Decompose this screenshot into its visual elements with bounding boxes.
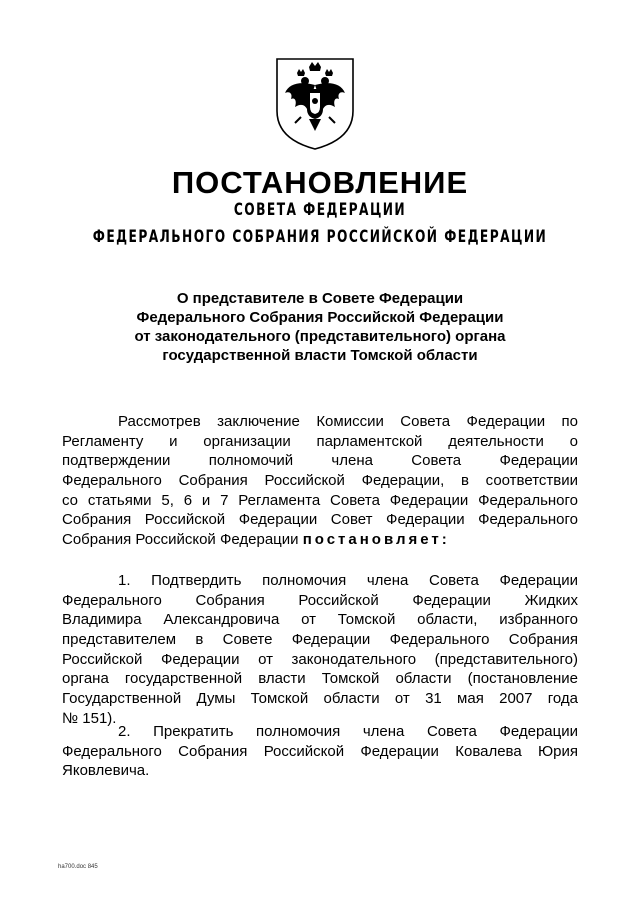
subject-line: О представителе в Совете Федерации: [176, 290, 464, 307]
resolution-item-2: [62, 722, 578, 781]
paragraph-line: Яковлевича.: [62, 762, 150, 780]
paragraph-line: органа государственной власти Томской области (постановление: [62, 670, 578, 688]
paragraph-line: Федерального Собрания Российской Федерации Жидких: [62, 591, 578, 609]
paragraph-line: Государственной Думы Томской области от 31 мая 2007 года: [62, 690, 578, 708]
paragraph-line: Российской Федерации от законодательного (представительного): [62, 650, 578, 668]
document-subtitle-council: СОВЕТА ФЕДЕРАЦИИ: [233, 200, 407, 220]
paragraph-line: 1. Подтвердить полномочия члена Совета Федерации: [118, 572, 578, 589]
subject-line: государственной власти Томской области: [162, 347, 478, 364]
document-title: ПОСТАНОВЛЕНИЕ: [171, 165, 469, 200]
paragraph-line: № 151).: [62, 709, 117, 727]
paragraph-line: 2. Прекратить полномочия члена Совета Федерации: [118, 723, 578, 740]
document-subject: [0, 289, 640, 365]
paragraph-line: [62, 530, 578, 550]
subject-line: Федерального Собрания Российской Федерации: [136, 309, 504, 326]
paragraph-line: Рассмотрев заключение Комиссии Совета Федерации по: [118, 413, 578, 430]
paragraph-line: подтверждении полномочий члена Совета Федерации: [62, 452, 578, 470]
document-subtitle-assembly: ФЕДЕРАЛЬНОГО СОБРАНИЯ РОССИЙСКОЙ ФЕДЕРАЦИИ: [92, 227, 548, 247]
subject-line: от законодательного (представительного) органа: [134, 328, 506, 345]
resolution-item-1: [62, 571, 578, 729]
paragraph-line: представителем в Совете Федерации Федерального Собрания: [62, 631, 578, 649]
paragraph-line: Федерального Собрания Российской Федерации, в соответствии: [62, 472, 578, 490]
paragraph-line: Федерального Собрания Российской Федерации Ковалева Юрия: [62, 742, 578, 760]
preamble-paragraph: [62, 412, 578, 550]
file-reference: ha700.doc 845: [58, 864, 98, 870]
paragraph-line-text: Собрания Российской Федерации: [62, 531, 303, 549]
paragraph-line: Регламенту и организации парламентской деятельности о: [62, 432, 578, 450]
coat-of-arms-icon: [271, 53, 359, 153]
paragraph-line: Владимира Александровича от Томской области, избранного: [62, 611, 578, 629]
resolution-verb: постановляет:: [302, 531, 450, 549]
paragraph-line: Собрания Российской Федерации Совет Федерации Федерального: [62, 511, 578, 529]
paragraph-line: со статьями 5, 6 и 7 Регламента Совета Федерации Федерального: [62, 491, 578, 509]
